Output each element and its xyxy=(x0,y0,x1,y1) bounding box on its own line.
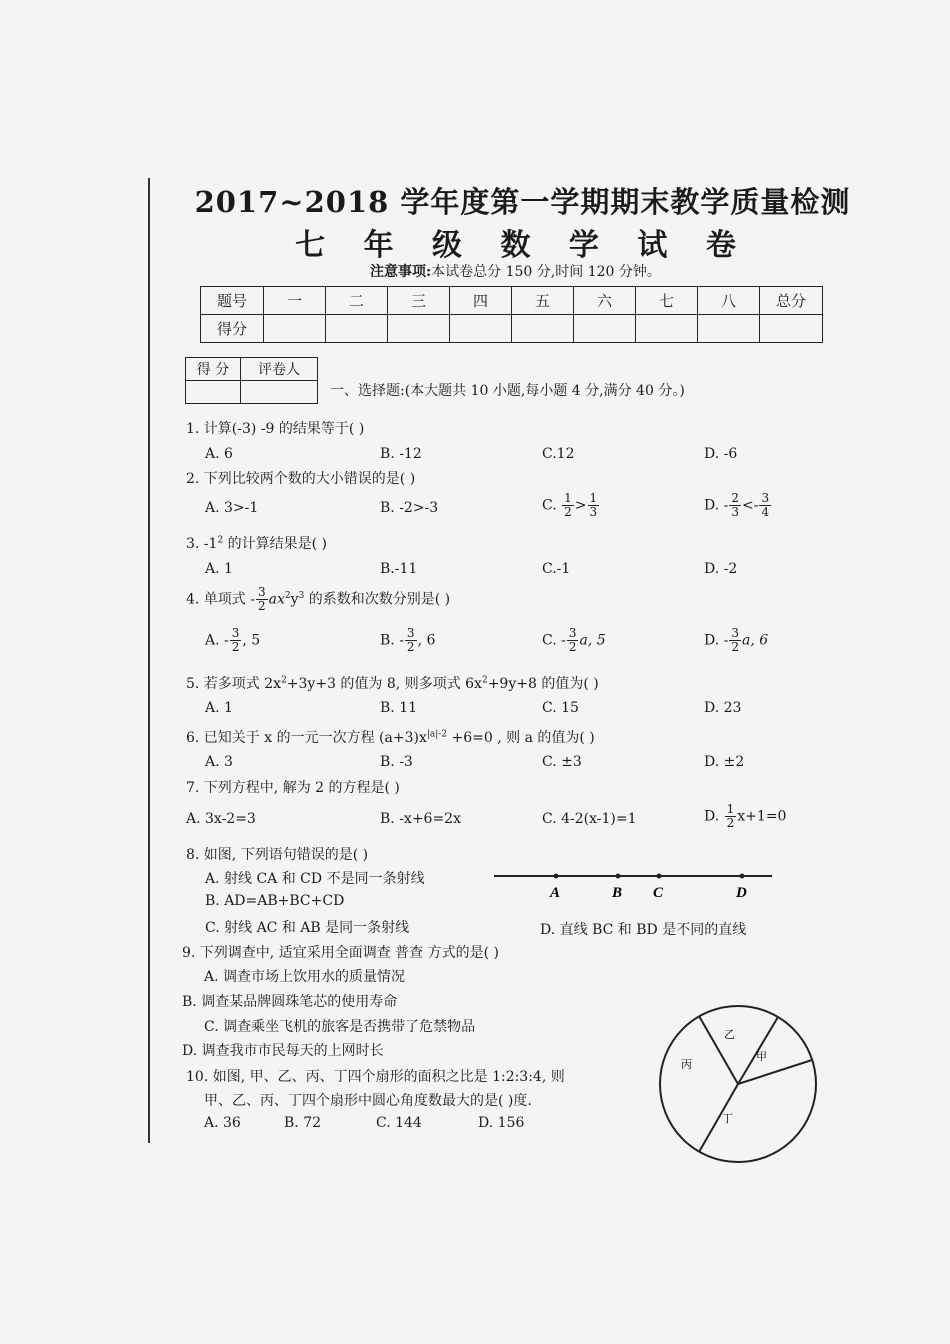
q6-option-c: C. ±3 xyxy=(542,754,582,770)
q5-option-b: B. 11 xyxy=(380,700,418,716)
q10-option-b: B. 72 xyxy=(284,1115,322,1131)
q8-point-d xyxy=(740,874,745,879)
score-input-cell[interactable] xyxy=(574,315,636,343)
pie-label-bing: 丙 xyxy=(681,1058,692,1071)
fraction: $\frac{1}{2}$ xyxy=(564,491,572,519)
exam-subtitle: 七 年 级 数 学 试 卷 xyxy=(295,228,750,263)
q5-option-c: C. 15 xyxy=(542,700,579,716)
score-cell: 八 xyxy=(698,287,760,315)
q8-point-a xyxy=(554,874,559,879)
q1-option-d: D. -6 xyxy=(704,446,738,462)
score-cell: 一 xyxy=(264,287,326,315)
q7-stem: 7. 下列方程中, 解为 2 的方程是( ) xyxy=(186,780,400,796)
grader-name-cell[interactable] xyxy=(241,381,318,404)
q5-stem: 5. 若多项式 $2x^2+3y+3$ 的值为 8, 则多项式 $6x^2+9y+8$ 的值为( ) xyxy=(186,675,599,692)
fraction: $\frac{3}{2}$ xyxy=(568,626,577,654)
notice xyxy=(370,261,661,281)
q1-option-a: A. 6 xyxy=(205,446,233,462)
q2-option-c: C. $\frac{1}{2}$ > $\frac{1}{3}$ xyxy=(542,491,598,519)
q7-option-d-pre: D. xyxy=(704,808,720,825)
q4-option-a-post: , 5 xyxy=(242,632,261,649)
q5-stem-a: 5. 若多项式 2x xyxy=(186,676,282,692)
q9-option-a: A. 调查市场上饮用水的质量情况 xyxy=(204,969,406,985)
q7-option-d-post: x+1=0 xyxy=(737,808,787,825)
q10-option-d: D. 156 xyxy=(478,1115,525,1131)
score-table xyxy=(200,286,823,343)
q3-option-b: B.-11 xyxy=(380,561,418,577)
grader-score-label: 得 分 xyxy=(186,358,241,381)
score-cell: 七 xyxy=(636,287,698,315)
q6-stem-exp: |a|-2 xyxy=(426,729,448,740)
q4-option-c xyxy=(542,627,606,654)
score-input-cell[interactable] xyxy=(264,315,326,343)
score-input-cell[interactable] xyxy=(512,315,574,343)
q2-option-c-label: C. xyxy=(542,497,557,514)
q10-option-c: C. 144 xyxy=(376,1115,422,1131)
q9-option-c: C. 调查乘坐飞机的旅客是否携带了危禁物品 xyxy=(204,1019,476,1035)
pie-label-jia: 甲 xyxy=(756,1050,767,1063)
grader-score-cell[interactable] xyxy=(186,381,241,404)
score-table-header-row xyxy=(201,287,823,315)
q10-option-a: A. 36 xyxy=(204,1115,241,1131)
q6-stem xyxy=(186,727,595,747)
q4-option-d xyxy=(704,627,768,654)
q7-option-d xyxy=(704,803,786,830)
score-cell: 六 xyxy=(574,287,636,315)
score-cell: 四 xyxy=(450,287,512,315)
q3-stem-exp: 2 xyxy=(217,535,224,546)
q8-option-b: B. AD=AB+BC+CD xyxy=(205,893,345,909)
exam-title: 2017~2018 学年度第一学期期末教学质量检测 xyxy=(194,185,851,219)
fraction: $\frac{3}{2}$ xyxy=(731,626,739,654)
q7-option-c: C. 4-2(x-1)=1 xyxy=(542,811,637,827)
score-cell: 三 xyxy=(388,287,450,315)
q6-option-b: B. -3 xyxy=(380,754,413,770)
q4-option-c-pre: C. - xyxy=(542,632,566,649)
fraction: $\frac{2}{3}$ xyxy=(731,491,739,519)
score-input-cell[interactable] xyxy=(760,315,823,343)
q4-option-d-pre: D. - xyxy=(704,632,729,649)
q8-point-c xyxy=(657,874,662,879)
notice-text: 本试卷总分 150 分,时间 120 分钟。 xyxy=(431,264,661,280)
q1-stem: 1. 计算(-3) -9 的结果等于( ) xyxy=(186,421,365,437)
score-table-score-row xyxy=(201,315,823,343)
q3-option-d: D. -2 xyxy=(704,561,738,577)
score-input-cell[interactable] xyxy=(450,315,512,343)
q3-option-c: C.-1 xyxy=(542,561,571,577)
q4-option-a xyxy=(205,627,260,654)
q6-stem-b: +6=0 , 则 a 的值为( ) xyxy=(447,730,595,746)
q4-option-d-post: a, 6 xyxy=(742,632,769,649)
score-input-cell[interactable] xyxy=(698,315,760,343)
score-cell: 题号 xyxy=(201,287,264,315)
fraction: $\frac{3}{2}$ xyxy=(258,585,266,613)
q10-line1: 10. 如图, 甲、乙、丙、丁四个扇形的面积之比是 1:2:3:4, 则 xyxy=(186,1069,565,1085)
score-cell: 二 xyxy=(326,287,388,315)
q2-option-a: A. 3>-1 xyxy=(205,500,259,516)
fraction: $\frac{3}{4}$ xyxy=(761,491,770,519)
notice-label: 注意事项: xyxy=(370,264,432,280)
q5-stem-c: +9y+8 的值为( ) xyxy=(487,676,599,692)
grader-name-label: 评卷人 xyxy=(241,358,318,381)
q8-option-a: A. 射线 CA 和 CD 不是同一条射线 xyxy=(205,871,425,887)
pie-label-ding: 丁 xyxy=(722,1112,733,1125)
q2-option-b: B. -2>-3 xyxy=(380,500,439,516)
q4-option-b-pre: B. - xyxy=(380,632,404,649)
q2-stem: 2. 下列比较两个数的大小错误的是( ) xyxy=(186,471,416,487)
q4-option-b xyxy=(380,627,435,654)
q9-option-b: B. 调查某品牌圆珠笔芯的使用寿命 xyxy=(182,994,398,1010)
q8-label-a: A xyxy=(550,885,561,901)
q8-stem: 8. 如图, 下列语句错误的是( ) xyxy=(186,847,369,863)
score-cell: 总分 xyxy=(760,287,823,315)
score-input-cell[interactable] xyxy=(388,315,450,343)
q8-label-d: D xyxy=(736,885,747,901)
q6-option-a: A. 3 xyxy=(205,754,233,770)
q6-option-d: D. ±2 xyxy=(704,754,745,770)
q4-option-a-pre: A. - xyxy=(205,632,229,649)
q6-stem-a: 6. 已知关于 x 的一元一次方程 (a+3)x xyxy=(186,730,427,746)
q5-stem-b: +3y+3 的值为 8, 则多项式 6x xyxy=(286,676,482,692)
q4-stem: 4. 单项式 - $\frac{3}{2}$ $ax^2y^3$ 的系数和次数分别是( ) xyxy=(186,585,451,613)
pie-radius xyxy=(699,1016,738,1084)
q8-line-figure xyxy=(494,866,774,906)
binding-line xyxy=(148,178,150,1143)
q10-pie-figure xyxy=(656,1002,820,1166)
score-input-cell[interactable] xyxy=(636,315,698,343)
fraction: $\frac{1}{3}$ xyxy=(589,491,598,519)
q5-option-a: A. 1 xyxy=(205,700,233,716)
q9-stem: 9. 下列调查中, 适宜采用全面调查 普查 方式的是( ) xyxy=(182,945,499,961)
score-cell: 五 xyxy=(512,287,574,315)
score-row-label: 得分 xyxy=(201,315,264,343)
q3-stem-pre: 3. -1 xyxy=(186,536,218,552)
grader-box xyxy=(185,357,318,404)
q4-option-c-post: a, 5 xyxy=(579,632,606,649)
q1-option-c: C.12 xyxy=(542,446,575,462)
q2-option-d: D. - $\frac{2}{3}$ <- $\frac{3}{4}$ xyxy=(704,491,770,519)
section-heading: 一、选择题:(本大题共 10 小题,每小题 4 分,满分 40 分。) xyxy=(330,383,685,399)
q10-line2: 甲、乙、丙、丁四个扇形中圆心角度数最大的是( )度. xyxy=(204,1093,532,1109)
pie-label-yi: 乙 xyxy=(724,1028,735,1041)
q8-label-b: B xyxy=(612,885,623,901)
q4-option-b-post: , 6 xyxy=(417,632,436,649)
q1-option-b: B. -12 xyxy=(380,446,422,462)
q3-option-a: A. 1 xyxy=(205,561,233,577)
q7-option-a: A. 3x-2=3 xyxy=(186,811,256,827)
q8-point-b xyxy=(616,874,621,879)
score-input-cell[interactable] xyxy=(326,315,388,343)
q4-stem-post: 的系数和次数分别是( ) xyxy=(304,591,451,608)
fraction: $\frac{1}{2}$ xyxy=(726,802,735,830)
q4-stem-pre: 4. 单项式 - xyxy=(186,591,255,608)
q3-stem xyxy=(186,533,327,553)
q9-option-d: D. 调查我市市民每天的上网时长 xyxy=(182,1043,384,1059)
q7-option-b: B. -x+6=2x xyxy=(380,811,461,827)
q2-option-d-label: D. - xyxy=(704,497,729,514)
fraction: $\frac{3}{2}$ xyxy=(231,626,240,654)
q8-option-d: D. 直线 BC 和 BD 是不同的直线 xyxy=(540,922,747,938)
q8-option-c: C. 射线 AC 和 AB 是同一条射线 xyxy=(205,920,410,936)
q5-option-d: D. 23 xyxy=(704,700,742,716)
q3-stem-post: 的计算结果是( ) xyxy=(223,536,328,552)
fraction: $\frac{3}{2}$ xyxy=(406,626,415,654)
q8-label-c: C xyxy=(653,885,664,901)
